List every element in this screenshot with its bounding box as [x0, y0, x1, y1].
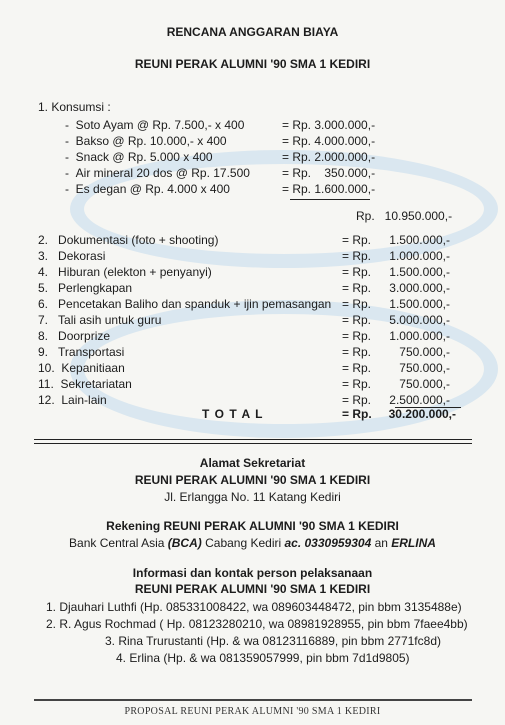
konsumsi-item: - Soto Ayam @ Rp. 7.500,- x 400	[65, 118, 245, 132]
budget-item: 11. Sekretariatan	[38, 377, 132, 391]
divider-top	[34, 439, 472, 440]
budget-item: 7. Tali asih untuk guru	[38, 313, 162, 327]
budget-eq: = Rp.	[342, 377, 372, 391]
budget-amount: 750.000,-	[399, 361, 450, 375]
budget-eq: = Rp.	[342, 265, 372, 279]
budget-amount: 1.000.000,-	[389, 329, 450, 343]
budget-amount: 3.000.000,-	[389, 281, 450, 295]
konsumsi-item: - Snack @ Rp. 5.000 x 400	[65, 150, 213, 164]
kontak-heading: Informasi dan kontak person pelaksanaan	[132, 566, 373, 580]
page-footer: PROPOSAL REUNI PERAK ALUMNI '90 SMA 1 KEDIRI	[124, 706, 381, 717]
konsumsi-item: - Bakso @ Rp. 10.000,- x 400	[65, 134, 227, 148]
rekening-detail: Bank Central Asia (BCA) Cabang Kediri ac. 0330959304 an ERLINA	[69, 536, 436, 550]
budget-amount: 1.000.000,-	[389, 249, 450, 263]
budget-item: 10. Kepanitiaan	[38, 361, 125, 375]
konsumsi-amount: = Rp. 2.000.000,-	[282, 150, 376, 164]
rekening-heading: Rekening REUNI PERAK ALUMNI '90 SMA 1 KEDIRI	[106, 519, 399, 533]
budget-eq: = Rp.	[342, 233, 372, 247]
budget-amount: 1.500.000,-	[389, 297, 450, 311]
konsumsi-heading: 1. Konsumsi :	[38, 100, 111, 114]
kontak-name: REUNI PERAK ALUMNI '90 SMA 1 KEDIRI	[134, 582, 371, 596]
konsumsi-amount: = Rp. 3.000.000,-	[282, 118, 376, 132]
budget-eq: = Rp.	[342, 313, 372, 327]
budget-item: 8. Doorprize	[38, 329, 111, 343]
konsumsi-amount: = Rp. 350.000,-	[282, 166, 376, 180]
konsumsi-amount: = Rp. 4.000.000,-	[282, 134, 376, 148]
contact-person: 3. Rina Trurustanti (Hp. & wa 08123116889, pin bbm 2771fc8d)	[105, 634, 441, 648]
budget-amount: 5.000.000,-	[389, 313, 450, 327]
sekretariat-address: Jl. Erlangga No. 11 Katang Kediri	[164, 490, 341, 504]
divider-bottom	[34, 443, 472, 444]
budget-eq: = Rp.	[342, 393, 372, 407]
document-subtitle: REUNI PERAK ALUMNI '90 SMA 1 KEDIRI	[134, 57, 371, 71]
budget-eq: = Rp.	[342, 345, 372, 359]
budget-eq: = Rp.	[342, 249, 372, 263]
budget-amount: 750.000,-	[399, 345, 450, 359]
contact-person: 4. Erlina (Hp. & wa 081359057999, pin bbm 7d1d9805)	[116, 651, 410, 665]
konsumsi-amount: = Rp. 1.600.000,-	[282, 182, 376, 196]
sekretariat-name: REUNI PERAK ALUMNI '90 SMA 1 KEDIRI	[134, 473, 371, 487]
budget-item: 3. Dekorasi	[38, 249, 106, 263]
contact-person: 2. R. Agus Rochmad ( Hp. 08123280210, wa 08981928955, pin bbm 7faee4bb)	[46, 617, 468, 631]
budget-eq: = Rp.	[342, 329, 372, 343]
subtotal-rule	[290, 199, 370, 200]
budget-amount: 750.000,-	[399, 377, 450, 391]
budget-amount: 1.500.000,-	[389, 233, 450, 247]
budget-item: 5. Perlengkapan	[38, 281, 133, 295]
konsumsi-item: - Air mineral 20 dos @ Rp. 17.500	[65, 166, 250, 180]
total-eq: = Rp.	[342, 407, 372, 421]
budget-amount: 1.500.000,-	[389, 265, 450, 279]
total-amount: 30.200.000,-	[388, 407, 456, 421]
budget-item: 9. Transportasi	[38, 345, 125, 359]
budget-item: 2. Dokumentasi (foto + shooting)	[38, 233, 219, 247]
budget-item: 12. Lain-lain	[38, 393, 107, 407]
document-title: RENCANA ANGGARAN BIAYA	[166, 25, 339, 39]
total-label: T O T A L	[202, 407, 264, 421]
budget-item: 4. Hiburan (elekton + penyanyi)	[38, 265, 212, 279]
sekretariat-heading: Alamat Sekretariat	[199, 456, 306, 470]
konsumsi-item: - Es degan @ Rp. 4.000 x 400	[65, 182, 230, 196]
contact-person: 1. Djauhari Luthfi (Hp. 085331008422, wa 089603448472, pin bbm 3135488e)	[46, 600, 462, 614]
budget-eq: = Rp.	[342, 361, 372, 375]
konsumsi-subtotal: Rp. 10.950.000,-	[356, 209, 453, 223]
footer-rule	[34, 699, 472, 701]
budget-item: 6. Pencetakan Baliho dan spanduk + ijin pemasangan	[38, 297, 332, 311]
budget-amount: 2.500.000,-	[389, 393, 450, 407]
budget-eq: = Rp.	[342, 297, 372, 311]
budget-eq: = Rp.	[342, 281, 372, 295]
